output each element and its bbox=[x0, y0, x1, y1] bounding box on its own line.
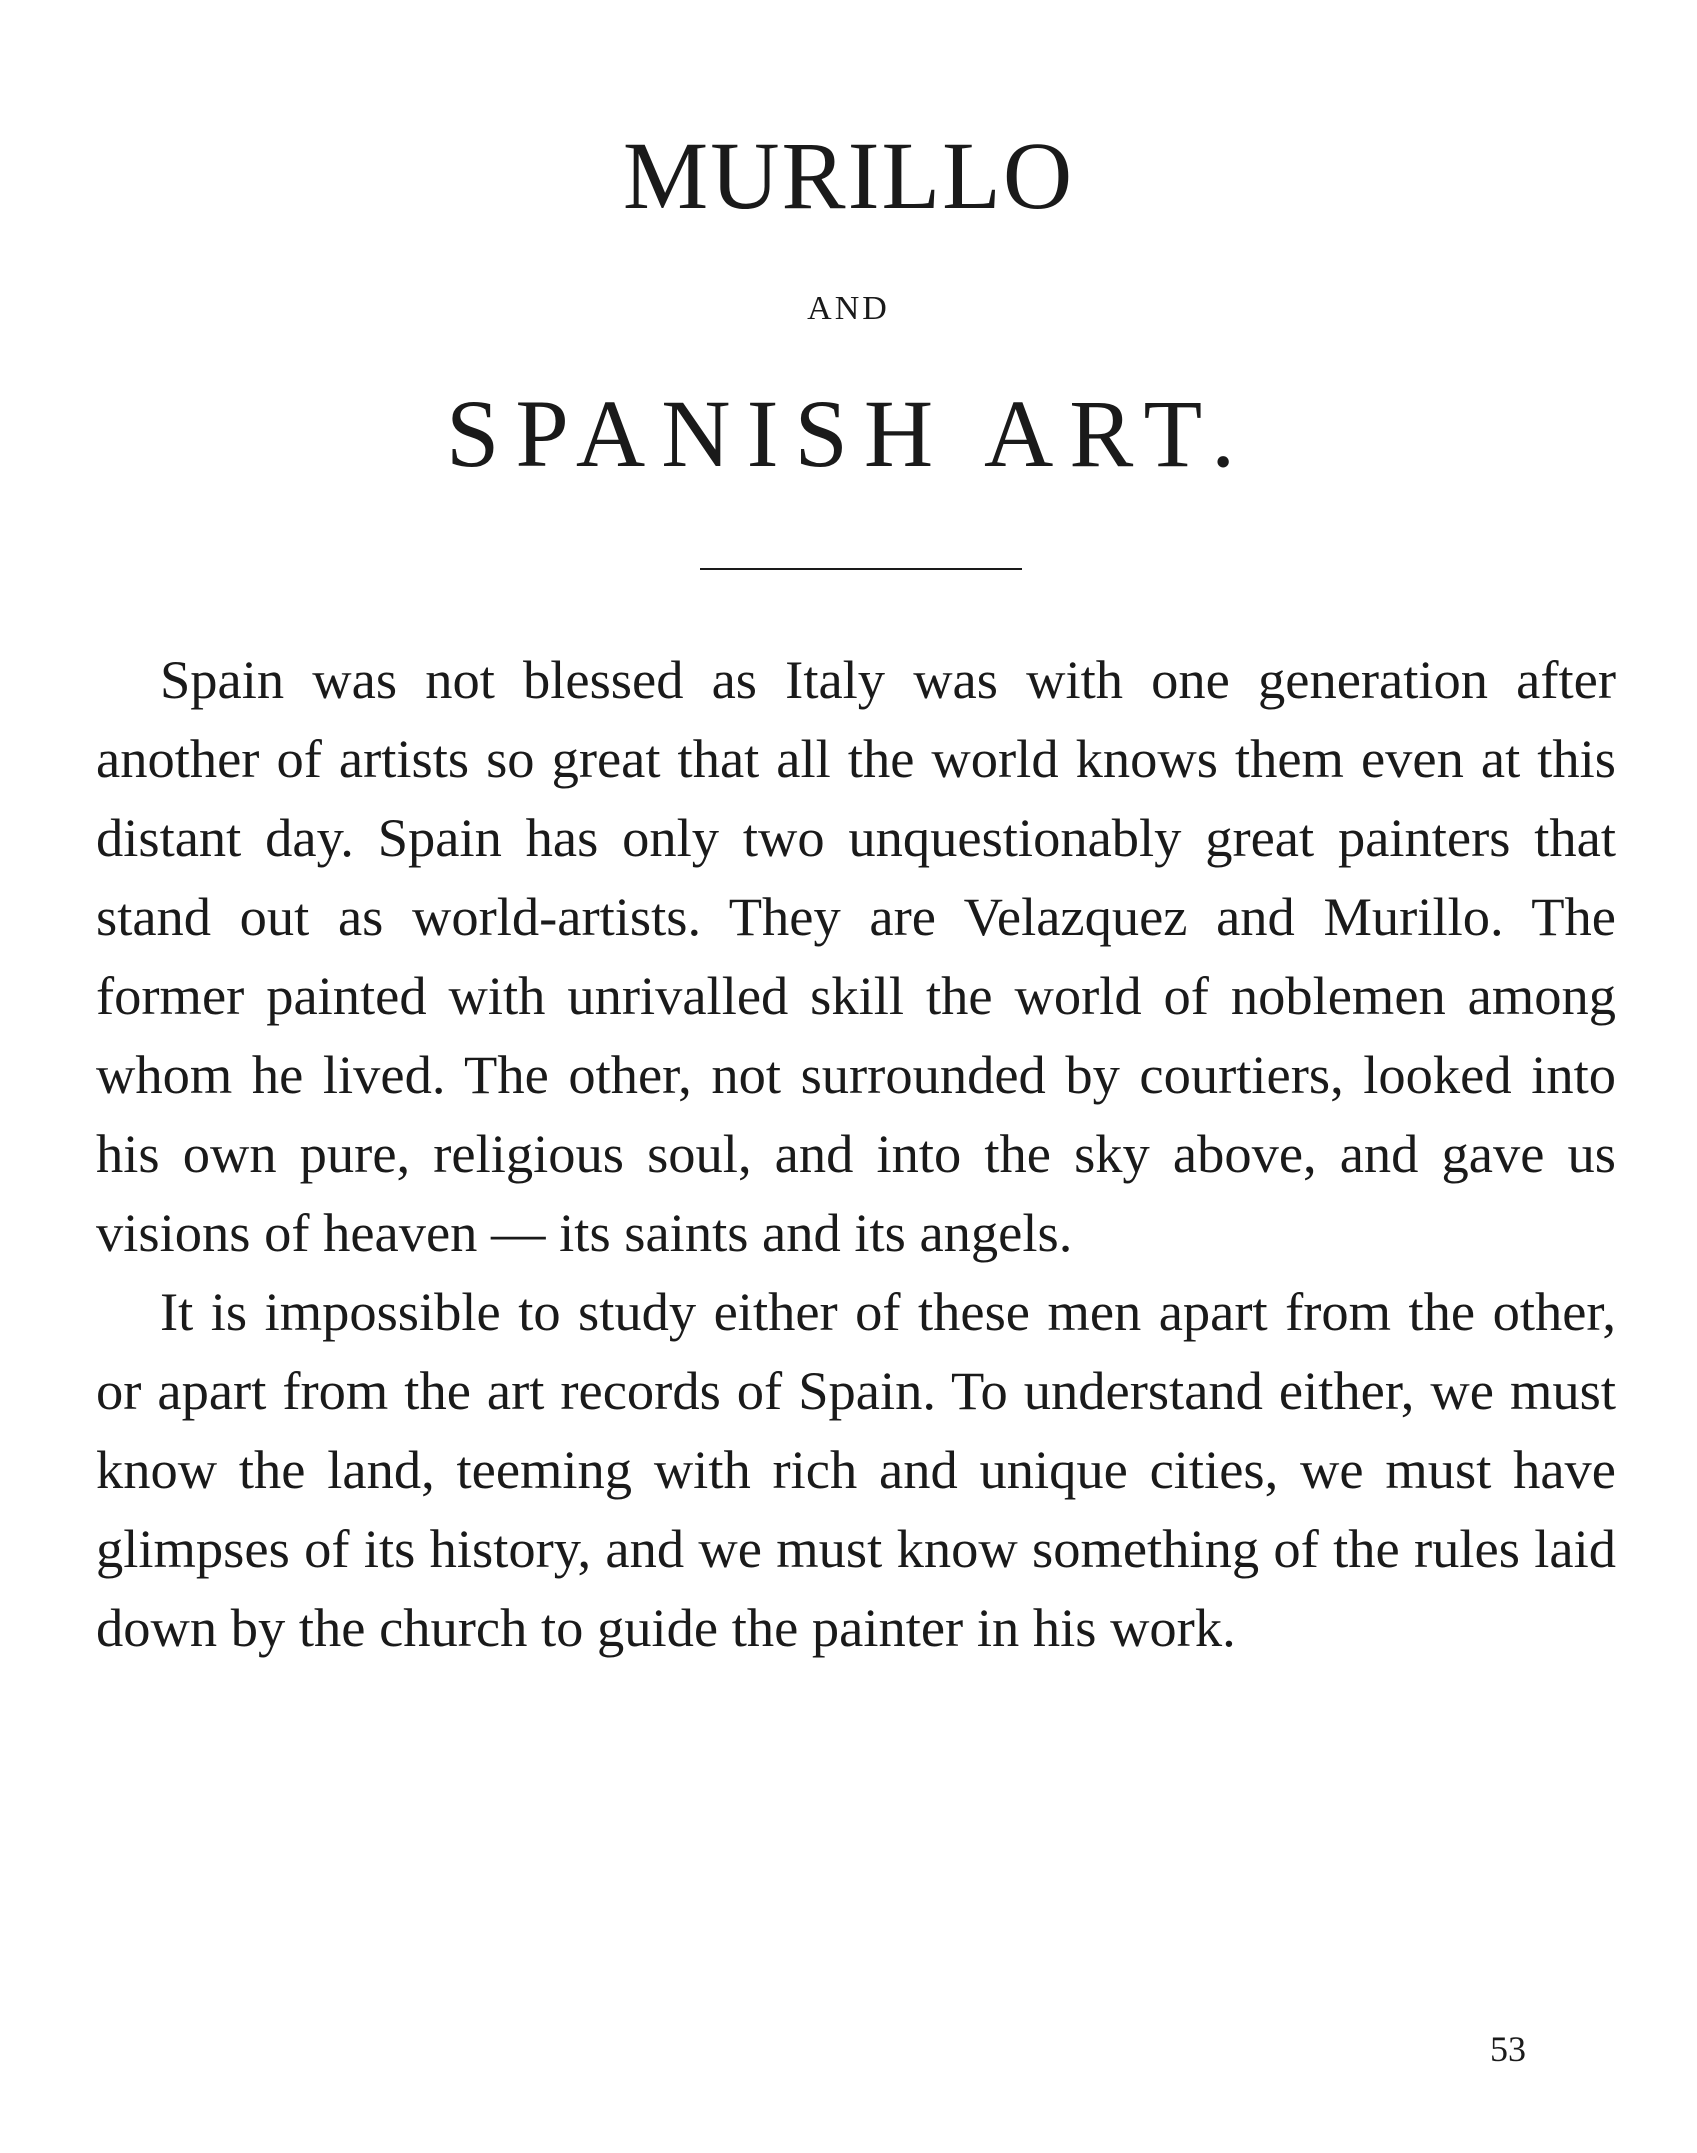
paragraph-1: Spain was not blessed as Italy was with one generation after another of artists so great that all the world knows them even at this distant day. Spain has only two unquestionably great painters that stand out as world-artists. They are Velazquez and Murillo. The former painted with unrivalled skill the world of noblemen among whom he lived. The other, not surrounded by courtiers, looked into his own pure, religious soul, and into the sky above, and gave us visions of heaven — its saints and its angels. bbox=[96, 649, 1616, 1263]
body-text bbox=[96, 640, 1616, 1667]
chapter-subtitle: SPANISH ART. bbox=[445, 380, 1252, 487]
title-divider bbox=[700, 568, 1022, 570]
paragraph-2: It is impossible to study either of these men apart from the other, or apart from the art records of Spain. To understand either, we must know the land, teeming with rich and unique cities, we must have glimpses of its history, and we must know something of the rules laid down by the church to guide the painter in his work. bbox=[96, 1281, 1616, 1658]
title-conjunction: AND bbox=[807, 290, 890, 327]
page-number: 53 bbox=[1490, 2029, 1526, 2069]
chapter-title: MURILLO bbox=[622, 122, 1075, 229]
